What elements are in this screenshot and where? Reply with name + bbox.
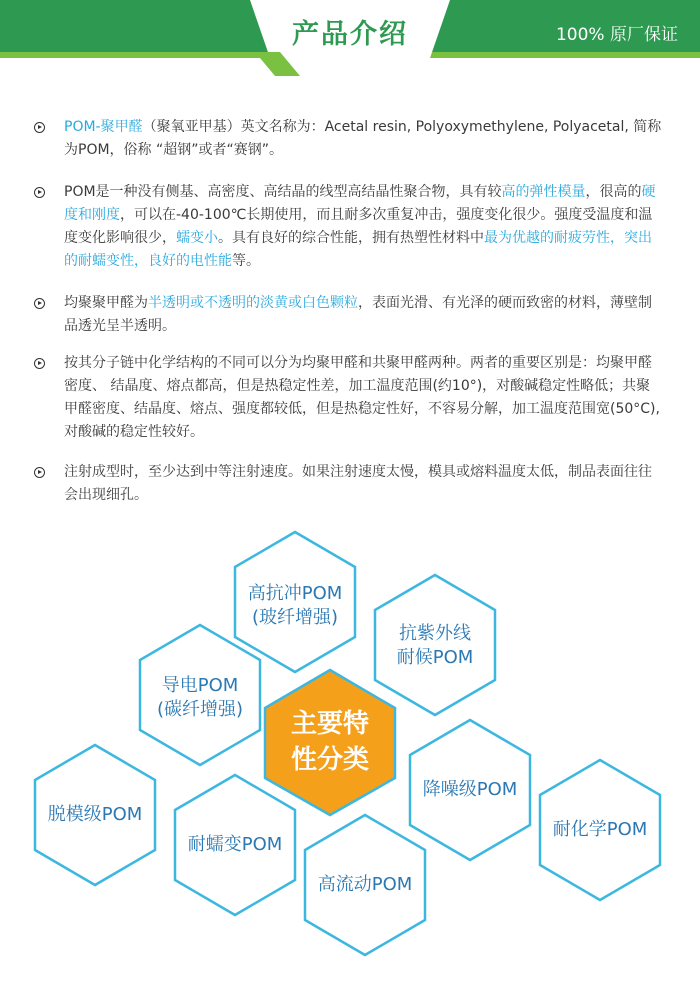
hex-high-flow [305,873,425,897]
circle-arrow-icon [34,467,45,478]
hex-label-line: 高抗冲POM [247,583,343,604]
hex-label-line: 耐候POM [396,647,474,668]
segment: 硬度和刚度 [64,184,656,223]
header-banner [0,0,700,76]
circle-arrow-icon [34,187,45,198]
hex-creep-resistant [175,833,295,857]
guarantee-badge: 100% 原厂保证 [555,25,678,45]
circle-arrow-icon [34,358,45,369]
hex-high-impact [235,582,355,630]
segment: 注射成型时，至少达到中等注射速度。如果注射速度太慢，模具或熔料温度太低，制品表面往往会出现细孔。 [64,464,652,503]
hex-label-line: (碳纤增强) [156,699,244,720]
paragraph-types [64,352,664,444]
segment: 蠕变小 [176,230,218,246]
paragraph-injection [64,461,664,507]
hex-noise-reduction [410,778,530,802]
hex-label-line: 高流动POM [317,874,413,895]
center-label-line: 性分类 [290,745,369,775]
hex-center-main-features [265,706,395,778]
segment: POM-聚甲醛 [64,119,143,135]
segment: 高的弹性模量 [501,184,586,200]
hex-label-line: 耐蠕变POM [187,834,283,855]
hex-label-line: 脱模级POM [47,804,143,825]
segment: 半透明或不透明的淡黄或白色颗粒 [148,295,358,311]
hex-conductive [140,674,260,722]
segment: （聚氧亚甲基）英文名称为：Acetal resin, Polyoxymethylene, Polyacetal, 简称为POM，俗称 “超钢”或者“赛钢”。 [64,119,662,158]
hex-uv-resistant [375,622,495,670]
segment: 最为优越的耐疲劳性，突出的耐蠕变性，良好的电性能 [64,230,652,269]
center-label-line: 主要特 [290,709,369,739]
hex-label-line: 导电POM [161,675,239,696]
segment: 。具有良好的综合性能，拥有热塑性材料中 [218,230,484,246]
hex-label-line: 抗紫外线 [399,623,471,644]
segment: POM是一种没有侧基、高密度、高结晶的线型高结晶性聚合物，具有较 [64,184,502,200]
segment: 等。 [232,253,260,269]
hex-mold-release [35,803,155,827]
circle-arrow-icon [34,122,45,133]
hex-label-line: (玻纤增强) [251,607,339,628]
page-title: 产品介绍 [292,19,408,50]
paragraph-intro [64,116,664,162]
hex-label-line: 耐化学POM [552,819,648,840]
segment: ，很高的 [585,184,642,200]
circle-arrow-icon [34,298,45,309]
segment: ，表面光滑、有光泽的硬而致密的材料，薄壁制品透光呈半透明。 [64,295,652,334]
segment: 按其分子链中化学结构的不同可以分为均聚甲醛和共聚甲醛两种。两者的重要区别是：均聚甲醛密度、 结晶度、熔点都高，但是热稳定性差，加工温度范围(约10°)，对酸碱稳定性略低；共聚甲醛密度、结晶度、熔点、强度都较低，但是热稳定性好，不容易分解，加工温度范围宽(50°C),对酸碱的稳定性较好。 [64,355,660,440]
features-hex-diagram [0,530,700,978]
segment: 均聚聚甲醛为 [64,295,148,311]
hex-chemical-resistant [540,818,660,842]
hex-label-line: 降噪级POM [422,779,518,800]
segment: ，可以在-40-100℃长期使用，而且耐多次重复冲击，强度变化很少。强度受温度和温度变化影响很少， [64,207,653,246]
paragraph-properties [64,181,664,273]
paragraph-appearance [64,292,664,338]
